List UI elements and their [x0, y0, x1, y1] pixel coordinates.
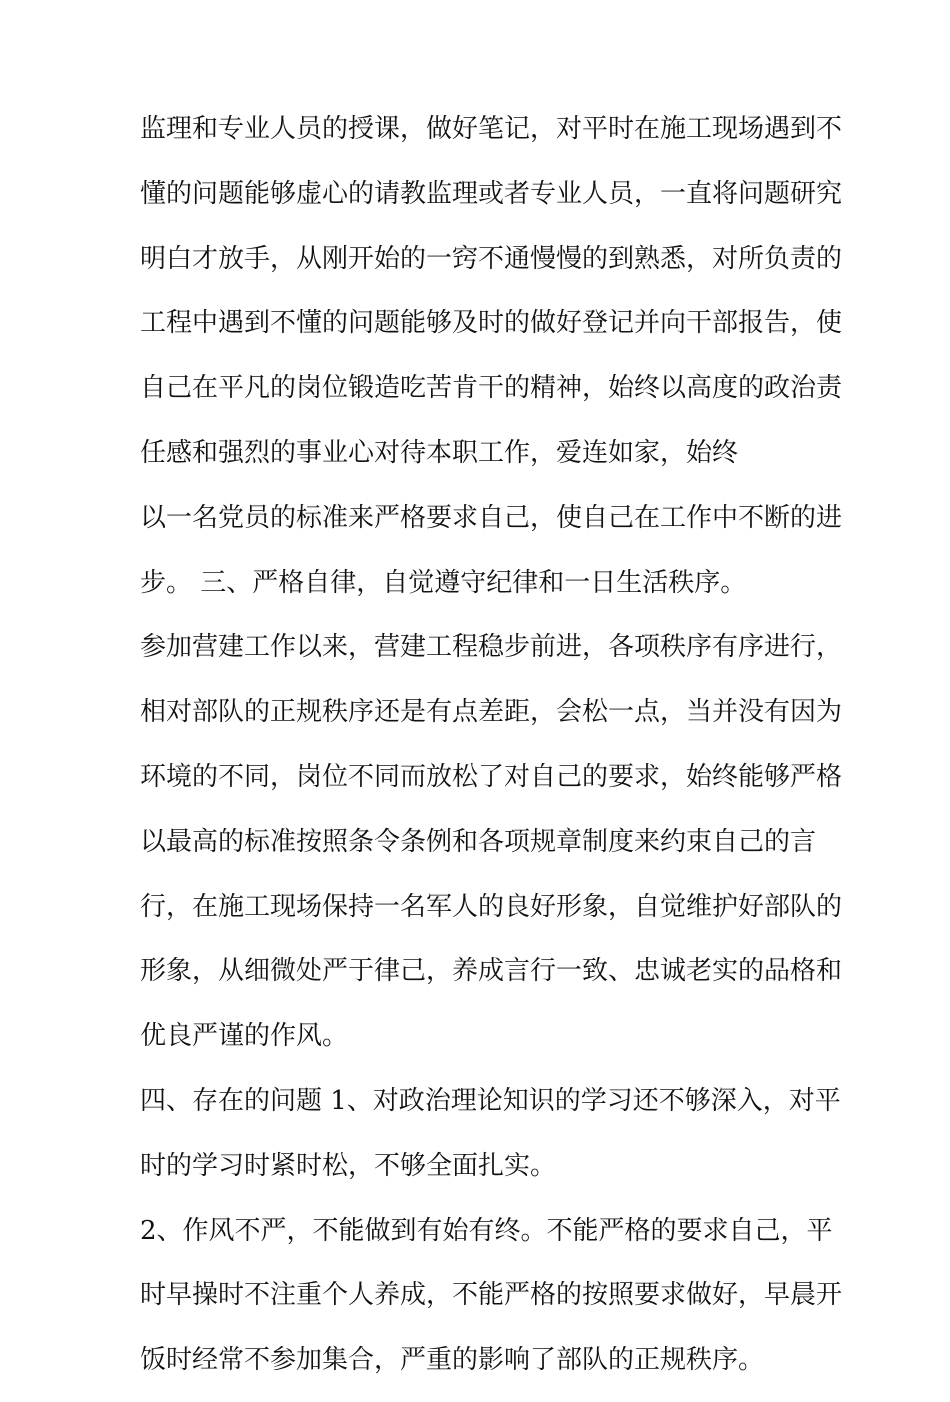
text-line: 优良严谨的作风。 [140, 1021, 349, 1052]
body-text [140, 106, 843, 1402]
text-line: 明白才放手，从刚开始的一窍不通慢慢的到熟悉，对所负责的 [140, 243, 843, 274]
text-line: 2、作风不严，不能做到有始有终。不能严格的要求自己，平 [140, 1215, 833, 1246]
text-line: 行，在施工现场保持一名军人的良好形象，自觉维护好部队的 [140, 891, 843, 922]
text-line: 饭时经常不参加集合，严重的影响了部队的正规秩序。 [140, 1345, 765, 1376]
text-line: 形象，从细微处严于律己，养成言行一致、忠诚老实的品格和 [140, 956, 843, 987]
text-line: 步。 三、严格自律，自觉遵守纪律和一日生活秩序。 [140, 567, 747, 598]
text-line: 自己在平凡的岗位锻造吃苦肯干的精神，始终以高度的政治责 [140, 373, 843, 404]
text-line: 相对部队的正规秩序还是有点差距，会松一点，当并没有因为 [140, 697, 843, 728]
text-line: 参加营建工作以来，营建工程稳步前进，各项秩序有序进行， [140, 632, 843, 663]
text-line: 环境的不同，岗位不同而放松了对自己的要求，始终能够严格 [140, 761, 843, 792]
text-line: 四、存在的问题 1、对政治理论知识的学习还不够深入，对平 [140, 1085, 841, 1116]
text-line: 以一名党员的标准来严格要求自己，使自己在工作中不断的进 [140, 502, 843, 533]
text-line: 懂的问题能够虚心的请教监理或者专业人员，一直将问题研究 [140, 178, 843, 209]
text-line: 工程中遇到不懂的问题能够及时的做好登记并向干部报告，使 [140, 308, 843, 339]
text-line: 任感和强烈的事业心对待本职工作，爱连如家，始终 [140, 437, 739, 468]
text-line: 时的学习时紧时松，不够全面扎实。 [140, 1150, 557, 1181]
text-line: 时早操时不注重个人养成，不能严格的按照要求做好，早晨开 [140, 1280, 843, 1311]
text-line: 以最高的标准按照条令条例和各项规章制度来约束自己的言 [140, 826, 817, 857]
text-line: 监理和专业人员的授课，做好笔记，对平时在施工现场遇到不 [140, 114, 843, 144]
